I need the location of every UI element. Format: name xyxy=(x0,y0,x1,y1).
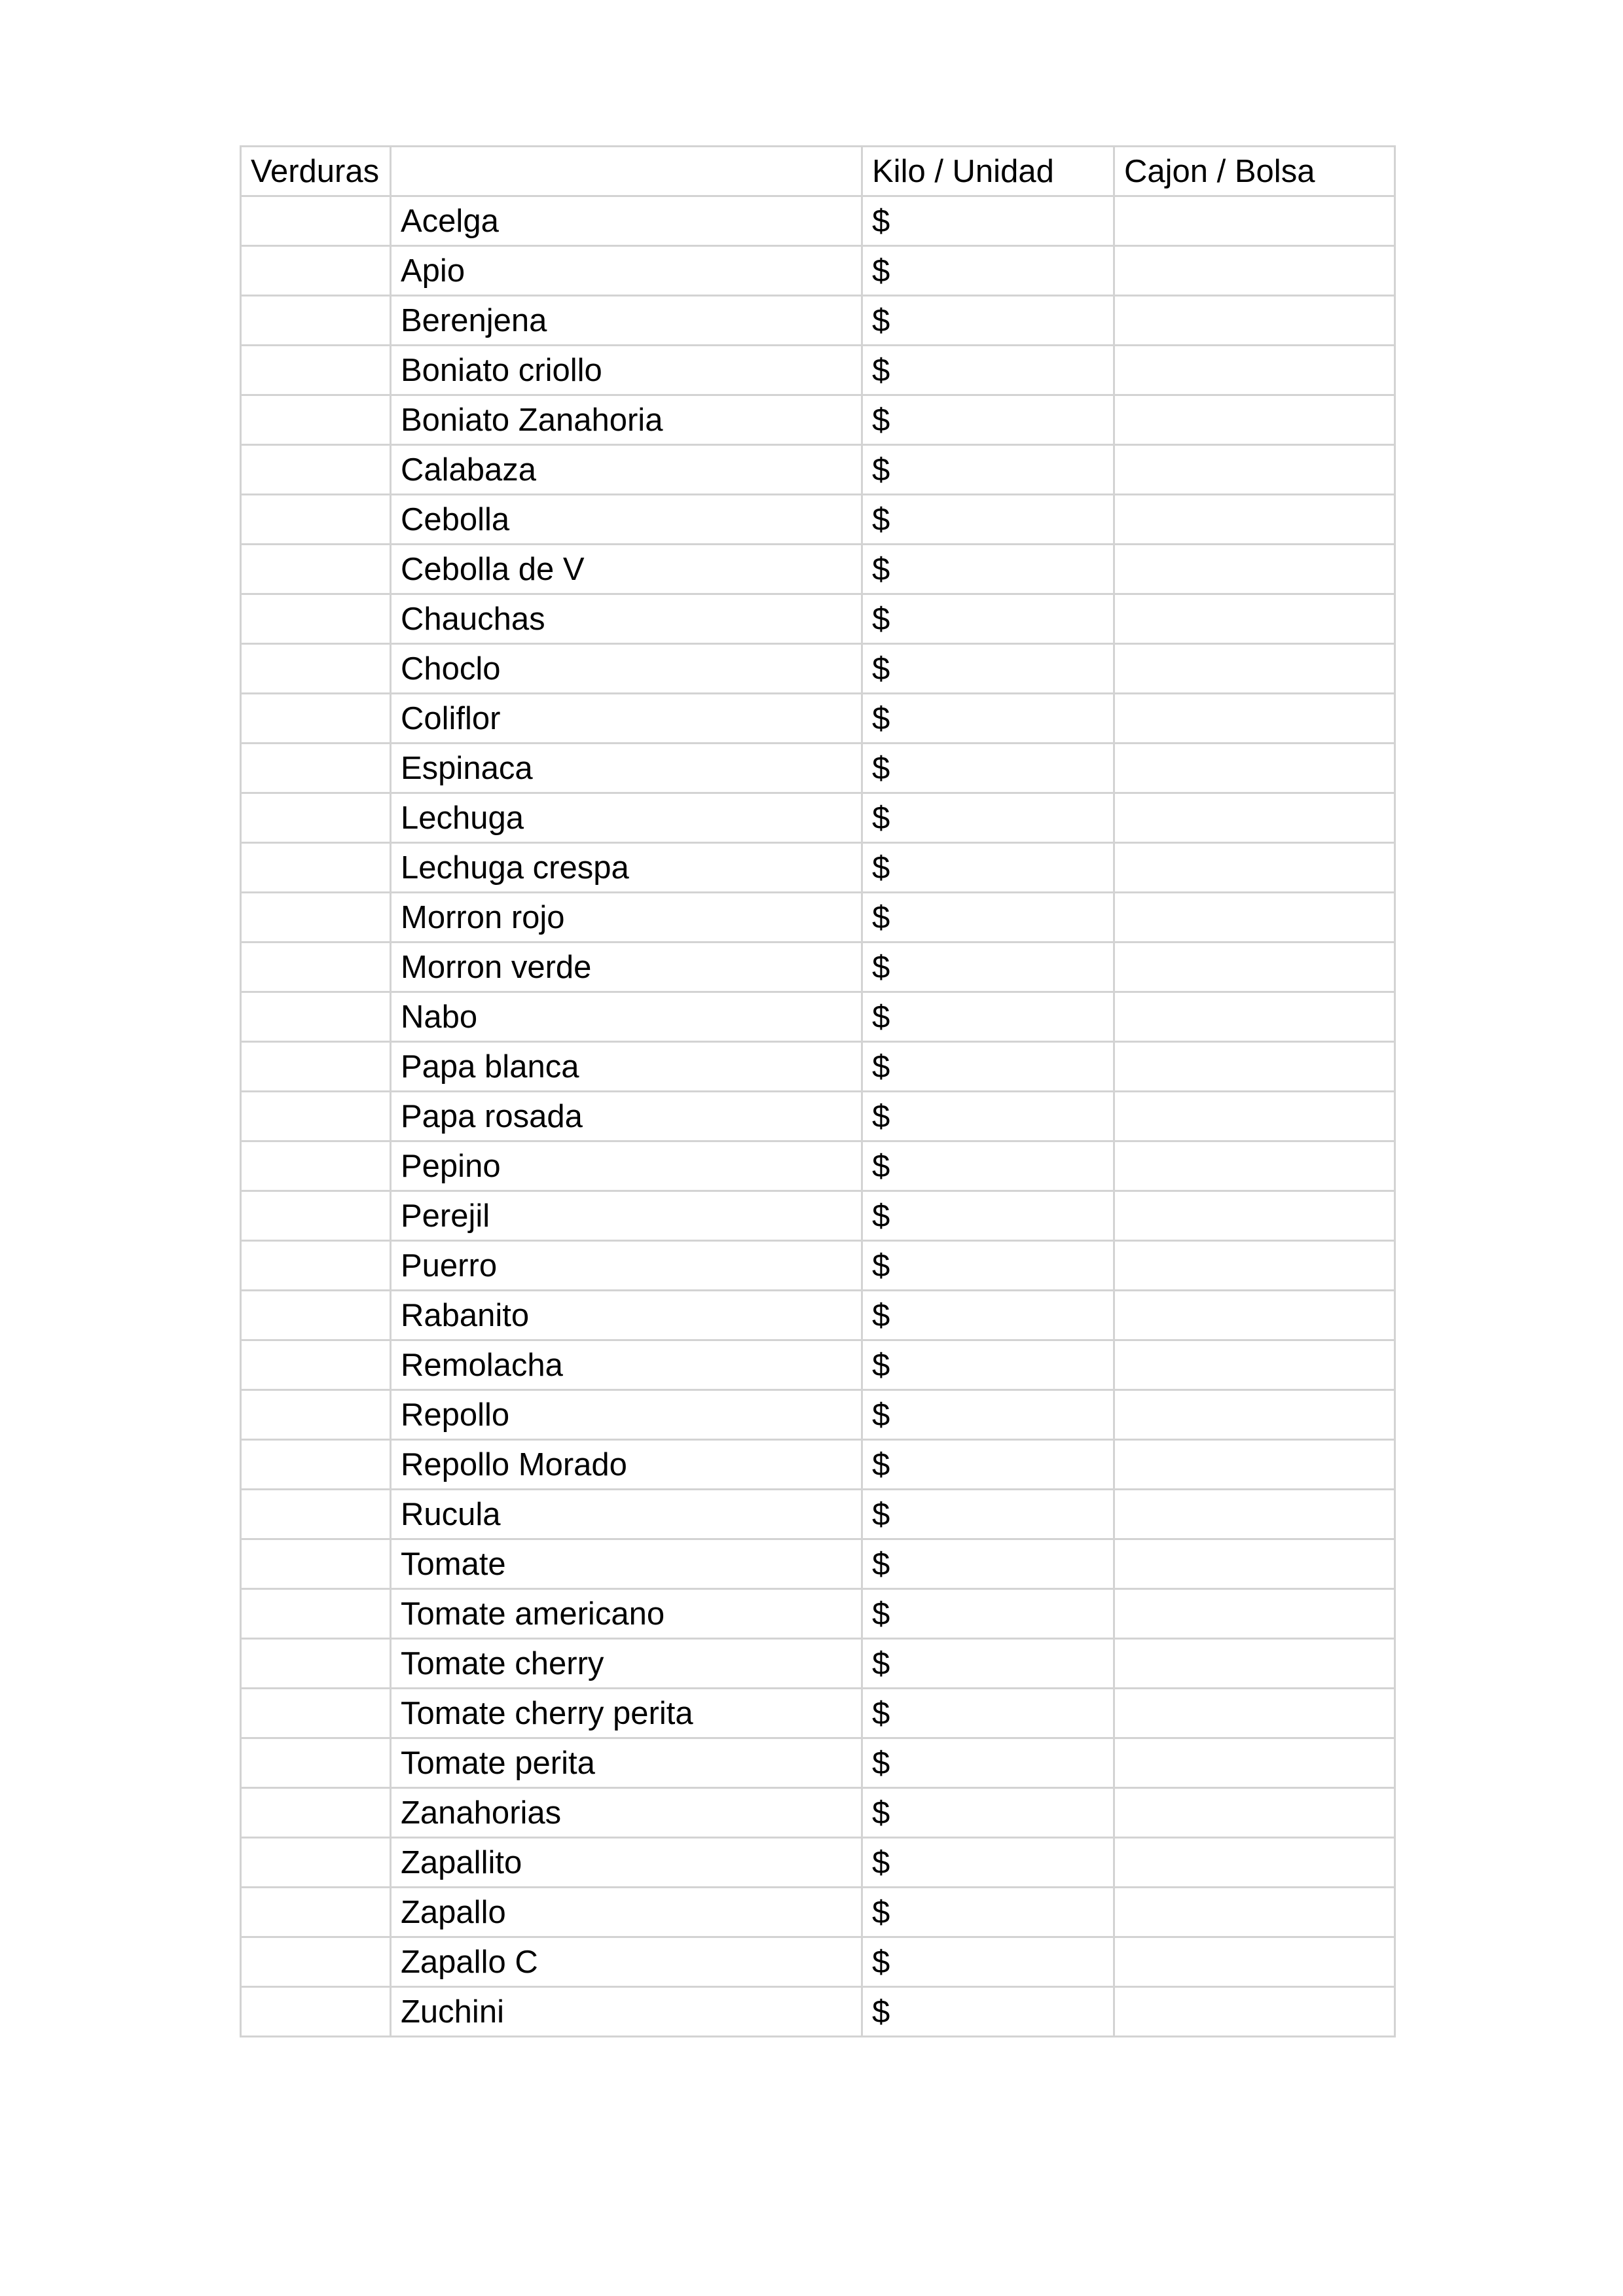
vegetable-name-cell: Repollo Morado xyxy=(391,1440,862,1490)
vegetable-name-cell: Apio xyxy=(391,246,862,296)
cajon-price-cell xyxy=(1114,246,1395,296)
table-row xyxy=(241,1390,1395,1440)
vegetable-name-cell: Cebolla xyxy=(391,495,862,545)
kilo-price-cell: $ xyxy=(862,942,1114,992)
kilo-price-cell: $ xyxy=(862,1639,1114,1689)
kilo-price-cell: $ xyxy=(862,644,1114,694)
kilo-price-cell: $ xyxy=(862,196,1114,246)
row-blank-cell xyxy=(241,942,391,992)
vegetable-name-cell: Repollo xyxy=(391,1390,862,1440)
kilo-price-cell: $ xyxy=(862,893,1114,942)
cajon-price-cell xyxy=(1114,1390,1395,1440)
table-row xyxy=(241,1639,1395,1689)
header-kilo-unidad: Kilo / Unidad xyxy=(862,147,1114,196)
table-row xyxy=(241,644,1395,694)
table-row xyxy=(241,395,1395,445)
table-row xyxy=(241,1738,1395,1788)
table-row xyxy=(241,1340,1395,1390)
row-blank-cell xyxy=(241,346,391,395)
vegetable-name-cell: Rabanito xyxy=(391,1291,862,1340)
vegetable-name-cell: Acelga xyxy=(391,196,862,246)
kilo-price-cell: $ xyxy=(862,495,1114,545)
vegetable-name-cell: Morron rojo xyxy=(391,893,862,942)
kilo-price-cell: $ xyxy=(862,1390,1114,1440)
table-row xyxy=(241,246,1395,296)
cajon-price-cell xyxy=(1114,992,1395,1042)
vegetable-name-cell: Berenjena xyxy=(391,296,862,346)
table-row xyxy=(241,843,1395,893)
table-row xyxy=(241,1689,1395,1738)
vegetable-name-cell: Lechuga crespa xyxy=(391,843,862,893)
table-row xyxy=(241,445,1395,495)
vegetable-name-cell: Morron verde xyxy=(391,942,862,992)
table-row xyxy=(241,196,1395,246)
cajon-price-cell xyxy=(1114,744,1395,793)
table-row xyxy=(241,346,1395,395)
row-blank-cell xyxy=(241,296,391,346)
vegetable-name-cell: Boniato Zanahoria xyxy=(391,395,862,445)
vegetable-name-cell: Papa blanca xyxy=(391,1042,862,1092)
table-row xyxy=(241,893,1395,942)
cajon-price-cell xyxy=(1114,1440,1395,1490)
kilo-price-cell: $ xyxy=(862,992,1114,1042)
row-blank-cell xyxy=(241,1042,391,1092)
cajon-price-cell xyxy=(1114,196,1395,246)
cajon-price-cell xyxy=(1114,495,1395,545)
cajon-price-cell xyxy=(1114,694,1395,744)
cajon-price-cell xyxy=(1114,1291,1395,1340)
row-blank-cell xyxy=(241,395,391,445)
table-row xyxy=(241,594,1395,644)
table-row xyxy=(241,1092,1395,1141)
kilo-price-cell: $ xyxy=(862,1987,1114,2037)
cajon-price-cell xyxy=(1114,1589,1395,1639)
row-blank-cell xyxy=(241,1589,391,1639)
kilo-price-cell: $ xyxy=(862,1539,1114,1589)
row-blank-cell xyxy=(241,1639,391,1689)
cajon-price-cell xyxy=(1114,1838,1395,1888)
row-blank-cell xyxy=(241,1987,391,2037)
kilo-price-cell: $ xyxy=(862,1589,1114,1639)
row-blank-cell xyxy=(241,196,391,246)
vegetable-name-cell: Rucula xyxy=(391,1490,862,1539)
row-blank-cell xyxy=(241,594,391,644)
kilo-price-cell: $ xyxy=(862,1042,1114,1092)
vegetable-price-table xyxy=(240,145,1396,2037)
table-row xyxy=(241,1937,1395,1987)
vegetable-name-cell: Perejil xyxy=(391,1191,862,1241)
table-row xyxy=(241,1539,1395,1589)
table-row xyxy=(241,694,1395,744)
vegetable-name-cell: Remolacha xyxy=(391,1340,862,1390)
row-blank-cell xyxy=(241,545,391,594)
row-blank-cell xyxy=(241,1092,391,1141)
vegetable-name-cell: Nabo xyxy=(391,992,862,1042)
table-row xyxy=(241,992,1395,1042)
header-blank xyxy=(391,147,862,196)
kilo-price-cell: $ xyxy=(862,1788,1114,1838)
cajon-price-cell xyxy=(1114,942,1395,992)
vegetable-name-cell: Zuchini xyxy=(391,1987,862,2037)
vegetable-name-cell: Tomate cherry xyxy=(391,1639,862,1689)
header-verduras: Verduras xyxy=(241,147,391,196)
row-blank-cell xyxy=(241,246,391,296)
row-blank-cell xyxy=(241,1788,391,1838)
kilo-price-cell: $ xyxy=(862,445,1114,495)
cajon-price-cell xyxy=(1114,893,1395,942)
kilo-price-cell: $ xyxy=(862,694,1114,744)
row-blank-cell xyxy=(241,1490,391,1539)
cajon-price-cell xyxy=(1114,445,1395,495)
cajon-price-cell xyxy=(1114,346,1395,395)
row-blank-cell xyxy=(241,843,391,893)
kilo-price-cell: $ xyxy=(862,1092,1114,1141)
vegetable-name-cell: Zapallo C xyxy=(391,1937,862,1987)
table-row xyxy=(241,1241,1395,1291)
cajon-price-cell xyxy=(1114,1788,1395,1838)
kilo-price-cell: $ xyxy=(862,1738,1114,1788)
vegetable-name-cell: Choclo xyxy=(391,644,862,694)
cajon-price-cell xyxy=(1114,1738,1395,1788)
kilo-price-cell: $ xyxy=(862,1191,1114,1241)
cajon-price-cell xyxy=(1114,1539,1395,1589)
table-row xyxy=(241,1490,1395,1539)
row-blank-cell xyxy=(241,793,391,843)
vegetable-name-cell: Tomate perita xyxy=(391,1738,862,1788)
table-body xyxy=(241,196,1395,2037)
cajon-price-cell xyxy=(1114,1092,1395,1141)
row-blank-cell xyxy=(241,644,391,694)
kilo-price-cell: $ xyxy=(862,594,1114,644)
kilo-price-cell: $ xyxy=(862,246,1114,296)
vegetable-name-cell: Tomate xyxy=(391,1539,862,1589)
vegetable-name-cell: Coliflor xyxy=(391,694,862,744)
table-header xyxy=(241,147,1395,196)
table-row xyxy=(241,495,1395,545)
cajon-price-cell xyxy=(1114,1241,1395,1291)
vegetable-name-cell: Calabaza xyxy=(391,445,862,495)
row-blank-cell xyxy=(241,1888,391,1937)
vegetable-name-cell: Tomate americano xyxy=(391,1589,862,1639)
vegetable-name-cell: Papa rosada xyxy=(391,1092,862,1141)
kilo-price-cell: $ xyxy=(862,1241,1114,1291)
kilo-price-cell: $ xyxy=(862,346,1114,395)
vegetable-name-cell: Puerro xyxy=(391,1241,862,1291)
cajon-price-cell xyxy=(1114,644,1395,694)
kilo-price-cell: $ xyxy=(862,1340,1114,1390)
cajon-price-cell xyxy=(1114,1937,1395,1987)
cajon-price-cell xyxy=(1114,395,1395,445)
table-row xyxy=(241,1589,1395,1639)
table-row xyxy=(241,1291,1395,1340)
kilo-price-cell: $ xyxy=(862,296,1114,346)
header-cajon-bolsa: Cajon / Bolsa xyxy=(1114,147,1395,196)
cajon-price-cell xyxy=(1114,296,1395,346)
cajon-price-cell xyxy=(1114,1340,1395,1390)
row-blank-cell xyxy=(241,1141,391,1191)
row-blank-cell xyxy=(241,893,391,942)
vegetable-name-cell: Zapallito xyxy=(391,1838,862,1888)
header-row xyxy=(241,147,1395,196)
table-row xyxy=(241,545,1395,594)
kilo-price-cell: $ xyxy=(862,1440,1114,1490)
row-blank-cell xyxy=(241,1390,391,1440)
table-row xyxy=(241,1141,1395,1191)
kilo-price-cell: $ xyxy=(862,843,1114,893)
table-row xyxy=(241,1042,1395,1092)
table-row xyxy=(241,744,1395,793)
cajon-price-cell xyxy=(1114,594,1395,644)
kilo-price-cell: $ xyxy=(862,1291,1114,1340)
cajon-price-cell xyxy=(1114,1141,1395,1191)
row-blank-cell xyxy=(241,1191,391,1241)
row-blank-cell xyxy=(241,744,391,793)
vegetable-name-cell: Zanahorias xyxy=(391,1788,862,1838)
table-row xyxy=(241,1788,1395,1838)
kilo-price-cell: $ xyxy=(862,1838,1114,1888)
vegetable-name-cell: Cebolla de V xyxy=(391,545,862,594)
table-row xyxy=(241,1191,1395,1241)
vegetable-name-cell: Espinaca xyxy=(391,744,862,793)
row-blank-cell xyxy=(241,1440,391,1490)
table-row xyxy=(241,1838,1395,1888)
cajon-price-cell xyxy=(1114,545,1395,594)
table-row xyxy=(241,793,1395,843)
kilo-price-cell: $ xyxy=(862,744,1114,793)
cajon-price-cell xyxy=(1114,843,1395,893)
cajon-price-cell xyxy=(1114,1888,1395,1937)
kilo-price-cell: $ xyxy=(862,1888,1114,1937)
vegetable-name-cell: Boniato criollo xyxy=(391,346,862,395)
table-row xyxy=(241,1987,1395,2037)
cajon-price-cell xyxy=(1114,1191,1395,1241)
table-row xyxy=(241,1440,1395,1490)
row-blank-cell xyxy=(241,1241,391,1291)
vegetable-name-cell: Lechuga xyxy=(391,793,862,843)
vegetable-name-cell: Tomate cherry perita xyxy=(391,1689,862,1738)
row-blank-cell xyxy=(241,1291,391,1340)
cajon-price-cell xyxy=(1114,1689,1395,1738)
kilo-price-cell: $ xyxy=(862,395,1114,445)
row-blank-cell xyxy=(241,992,391,1042)
kilo-price-cell: $ xyxy=(862,1689,1114,1738)
cajon-price-cell xyxy=(1114,1042,1395,1092)
row-blank-cell xyxy=(241,495,391,545)
row-blank-cell xyxy=(241,1689,391,1738)
cajon-price-cell xyxy=(1114,793,1395,843)
row-blank-cell xyxy=(241,1738,391,1788)
vegetable-name-cell: Pepino xyxy=(391,1141,862,1191)
kilo-price-cell: $ xyxy=(862,793,1114,843)
row-blank-cell xyxy=(241,1340,391,1390)
kilo-price-cell: $ xyxy=(862,1490,1114,1539)
row-blank-cell xyxy=(241,1838,391,1888)
kilo-price-cell: $ xyxy=(862,1937,1114,1987)
table-row xyxy=(241,942,1395,992)
cajon-price-cell xyxy=(1114,1490,1395,1539)
cajon-price-cell xyxy=(1114,1639,1395,1689)
cajon-price-cell xyxy=(1114,1987,1395,2037)
table-row xyxy=(241,1888,1395,1937)
table-row xyxy=(241,296,1395,346)
kilo-price-cell: $ xyxy=(862,1141,1114,1191)
row-blank-cell xyxy=(241,694,391,744)
vegetable-name-cell: Zapallo xyxy=(391,1888,862,1937)
row-blank-cell xyxy=(241,445,391,495)
kilo-price-cell: $ xyxy=(862,545,1114,594)
vegetable-name-cell: Chauchas xyxy=(391,594,862,644)
row-blank-cell xyxy=(241,1539,391,1589)
row-blank-cell xyxy=(241,1937,391,1987)
